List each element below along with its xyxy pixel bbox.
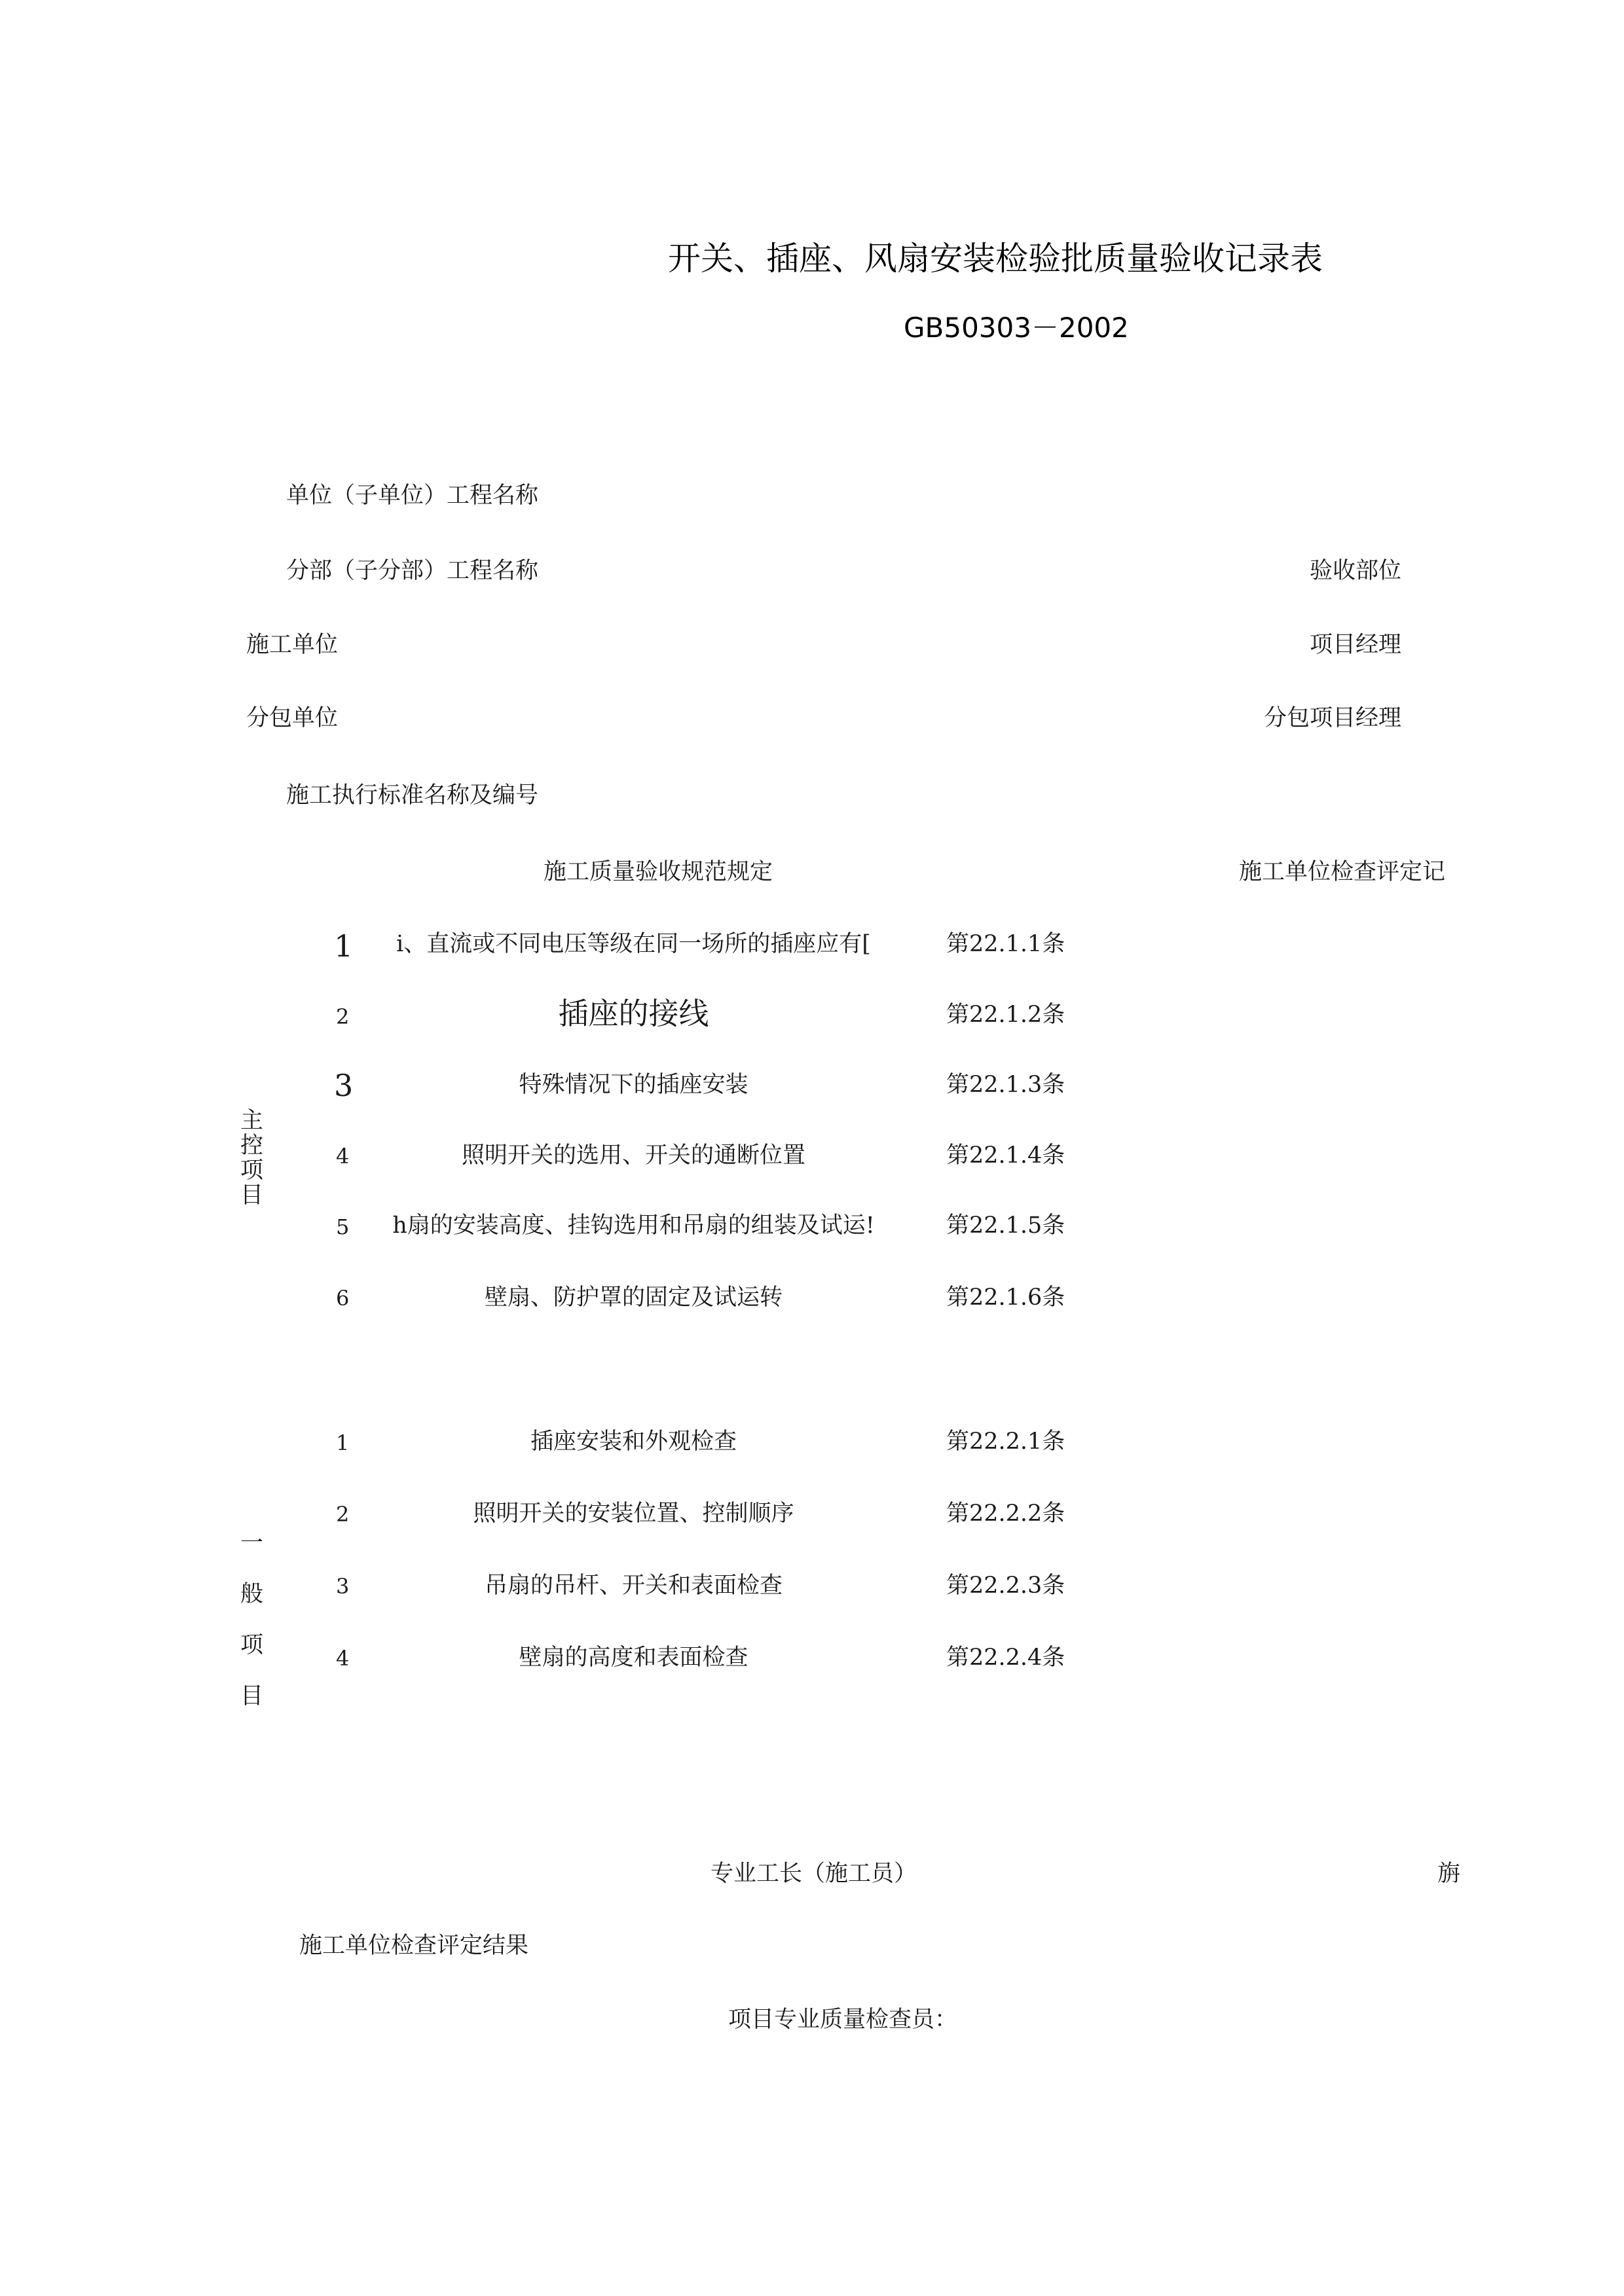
main-control-label-char: 主 (240, 1108, 264, 1134)
page-title: 开关、插座、风扇安装检验批质量验收记录表 (668, 240, 1323, 278)
project-manager-label: 项目经理 (1310, 632, 1402, 658)
general-item-desc: 壁扇的高度和表面检查 (519, 1645, 748, 1671)
construction-unit-label: 施工单位 (246, 632, 339, 658)
main-item-number: 4 (336, 1144, 350, 1169)
standard-name-label: 施工执行标准名称及编号 (286, 782, 539, 809)
general-label-char: 一 (240, 1530, 264, 1556)
main-item-number: 6 (336, 1286, 350, 1311)
general-item-desc: 照明开关的安装位置、控制顺序 (473, 1501, 794, 1527)
general-item-clause: 第22.2.1条 (946, 1429, 1065, 1455)
main-item-desc: h扇的安装高度、挂钩选用和吊扇的组装及试运! (392, 1212, 875, 1239)
main-item-desc: i、直流或不同电压等级在同一场所的插座应有[ (396, 931, 871, 957)
main-item-desc: 插座的接线 (558, 996, 709, 1031)
general-item-number: 1 (336, 1430, 350, 1455)
general-item-clause: 第22.2.3条 (946, 1573, 1065, 1599)
acceptance-part-label: 验收部位 (1310, 558, 1402, 584)
unit-check-column-header: 施工单位检查评定记 (1239, 859, 1446, 885)
general-label-char: 项 (240, 1632, 264, 1658)
main-item-desc: 照明开关的选用、开关的通断位置 (461, 1142, 805, 1169)
main-control-label-char: 控 (240, 1133, 264, 1159)
general-label-char: 目 (240, 1683, 264, 1709)
main-item-clause: 第22.1.3条 (946, 1072, 1065, 1098)
main-control-label-char: 目 (240, 1182, 264, 1209)
main-item-clause: 第22.1.1条 (946, 931, 1065, 957)
subcontract-unit-label: 分包单位 (246, 705, 339, 731)
sub-project-name-label: 分部（子分部）工程名称 (286, 558, 539, 584)
main-item-number: 5 (336, 1214, 350, 1239)
main-item-clause: 第22.1.2条 (946, 1002, 1065, 1028)
main-item-desc: 特殊情况下的插座安装 (519, 1072, 748, 1098)
general-item-desc: 插座安装和外观检查 (530, 1429, 737, 1455)
check-result-label: 施工单位检查评定结果 (299, 1933, 529, 1959)
general-item-desc: 吊扇的吊杆、开关和表面检查 (484, 1573, 783, 1599)
edge-fragment: 旃 (1437, 1861, 1461, 1887)
subcontract-manager-label: 分包项目经理 (1264, 705, 1402, 731)
general-item-clause: 第22.2.2条 (946, 1501, 1065, 1527)
general-item-number: 4 (336, 1646, 350, 1671)
general-item-number: 3 (336, 1574, 350, 1599)
main-item-number: 1 (334, 928, 354, 964)
quality-inspector-label: 项目专业质量检查员： (728, 2007, 958, 2033)
main-item-clause: 第22.1.4条 (946, 1142, 1065, 1169)
spec-column-header: 施工质量验收规范规定 (544, 859, 773, 885)
main-item-clause: 第22.1.5条 (946, 1212, 1065, 1239)
main-item-desc: 壁扇、防护罩的固定及试运转 (484, 1285, 783, 1311)
main-item-number: 3 (334, 1068, 354, 1103)
unit-project-name-label: 单位（子单位）工程名称 (286, 483, 539, 509)
standard-code: GB50303－2002 (904, 312, 1129, 344)
general-item-clause: 第22.2.4条 (946, 1645, 1065, 1671)
general-item-number: 2 (336, 1502, 350, 1527)
general-label-char: 般 (240, 1581, 264, 1607)
main-item-number: 2 (336, 1004, 350, 1029)
main-control-label-char: 项 (240, 1157, 264, 1184)
foreman-label: 专业工长（施工员） (710, 1861, 917, 1887)
main-item-clause: 第22.1.6条 (946, 1285, 1065, 1311)
